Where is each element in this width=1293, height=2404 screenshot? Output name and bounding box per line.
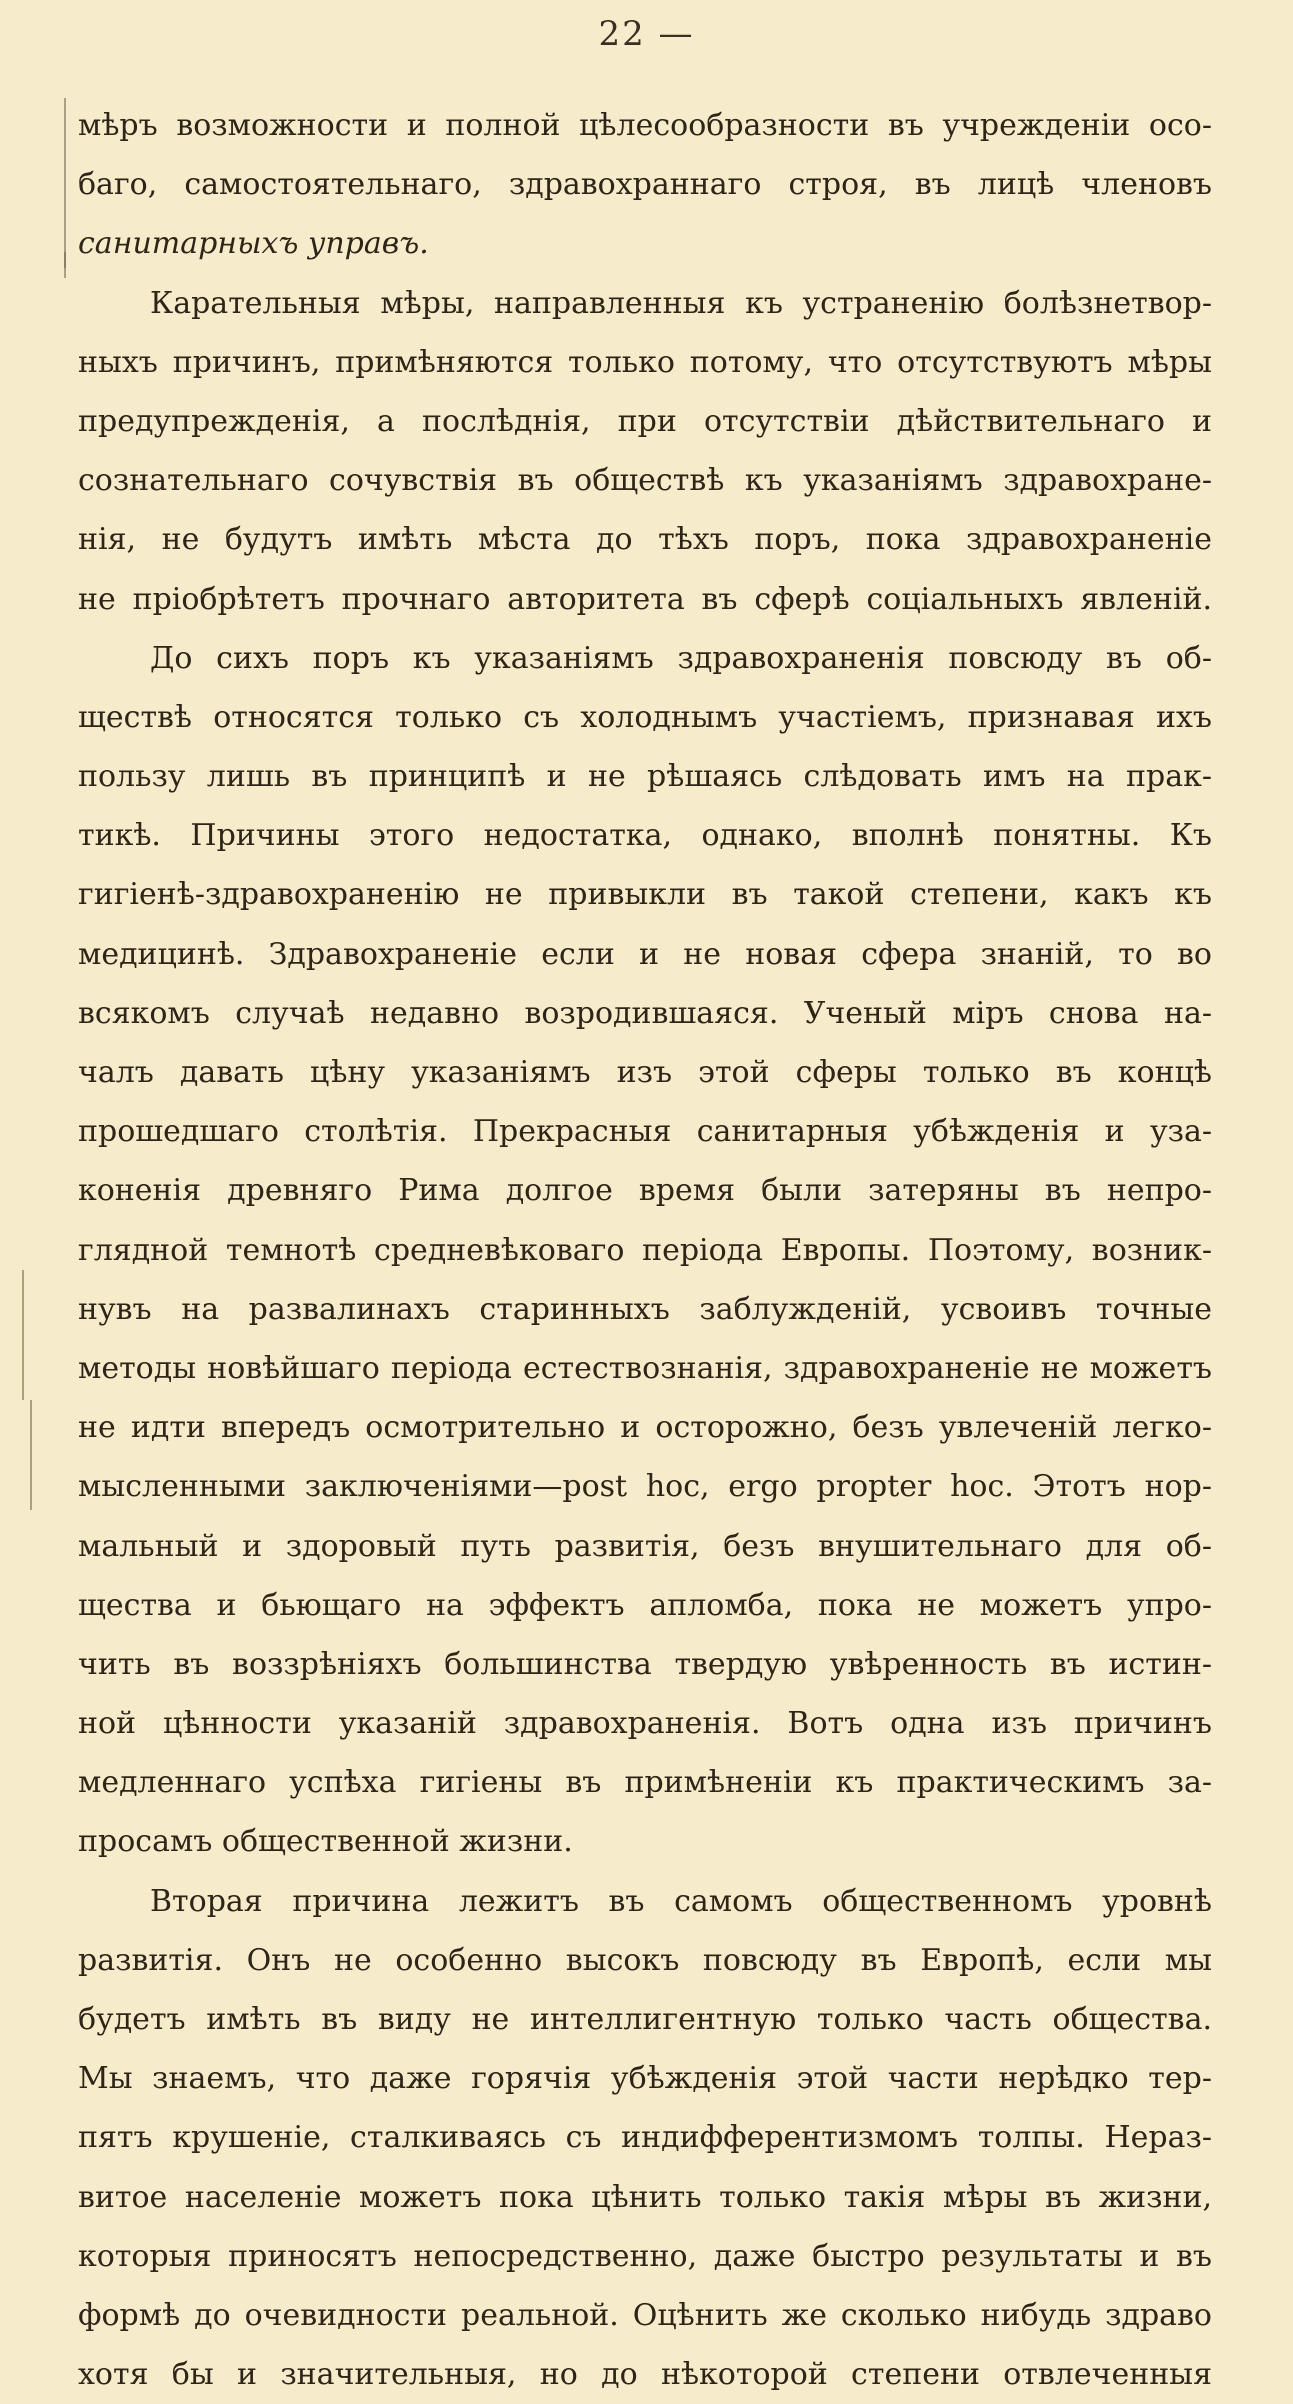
text-line: Мы знаемъ, что даже горячія убѣжденія этой части нерѣдко тер-: [78, 2061, 1212, 2097]
text-line: прошедшаго столѣтія. Прекрасныя санитарныя убѣжденія и уза-: [78, 1114, 1212, 1150]
text-line: ныхъ причинъ, примѣняются только потому, что отсутствуютъ мѣры: [78, 344, 1212, 380]
margin-pencil-mark: [64, 252, 66, 278]
text-line: ществѣ относятся только съ холоднымъ участіемъ, признавая ихъ: [78, 699, 1212, 735]
text-line: витое населеніе можетъ пока цѣнить только такія мѣры въ жизни,: [78, 2179, 1212, 2215]
text-line: просамъ общественной жизни.: [78, 1824, 573, 1860]
text-line: санитарныхъ управъ.: [78, 226, 429, 262]
body-text: [78, 96, 1212, 2404]
text-line: будетъ имѣть въ виду не интеллигентную только часть общества.: [78, 2002, 1212, 2037]
text-line: ной цѣнности указаній здравохраненія. Вотъ одна изъ причинъ: [78, 1706, 1212, 1742]
text-line: нія, не будутъ имѣть мѣста до тѣхъ поръ, пока здравохраненіе: [78, 522, 1212, 558]
text-line: гигіенѣ-здравохраненію не привыкли въ такой степени, какъ къ: [78, 877, 1212, 913]
text-line: пятъ крушеніе, сталкиваясь съ индифферентизмомъ толпы. Нераз-: [78, 2120, 1212, 2156]
text-line: всякомъ случаѣ недавно возродившаяся. Ученый міръ снова на-: [78, 995, 1212, 1031]
paragraph-start-line: До сихъ поръ къ указаніямъ здравохраненія повсюду въ об-: [150, 640, 1212, 676]
text-line: глядной темнотѣ средневѣковаго періода Европы. Поэтому, возник-: [78, 1232, 1212, 1268]
text-line: формѣ до очевидности реальной. Оцѣнить же сколько нибудь здраво: [78, 2297, 1212, 2333]
page-number: 22 —: [598, 14, 695, 54]
text-line: тикѣ. Причины этого недостатка, однако, вполнѣ понятны. Къ: [78, 818, 1212, 854]
text-line: чить въ воззрѣніяхъ большинства твердую увѣренность въ истин-: [78, 1646, 1212, 1682]
text-line: баго, самостоятельнаго, здравохраннаго строя, въ лицѣ членовъ: [78, 167, 1212, 203]
text-line: мальный и здоровый путь развитія, безъ внушительнаго для об-: [78, 1528, 1212, 1564]
text-line: сознательнаго сочувствія въ обществѣ къ указаніямъ здравохране-: [78, 463, 1212, 499]
margin-pencil-mark: [22, 1270, 24, 1400]
text-line: чалъ давать цѣну указаніямъ изъ этой сферы только въ концѣ: [78, 1055, 1212, 1090]
margin-pencil-mark: [64, 98, 66, 268]
text-line: предупрежденія, а послѣднія, при отсутствіи дѣйствительнаго и: [78, 403, 1212, 439]
paragraph-start-line: Карательныя мѣры, направленныя къ устраненію болѣзнетвор-: [150, 285, 1212, 321]
margin-pencil-mark: [30, 1400, 32, 1510]
text-line: пользу лишь въ принципѣ и не рѣшаясь слѣдовать имъ на прак-: [78, 759, 1212, 795]
text-line: которыя приносятъ непосредственно, даже быстро результаты и въ: [78, 2238, 1212, 2274]
text-line: развитія. Онъ не особенно высокъ повсюду въ Европѣ, если мы: [78, 1942, 1212, 1978]
text-line: не пріобрѣтетъ прочнаго авторитета въ сферѣ соціальныхъ явленій.: [78, 581, 1212, 617]
text-line: щества и бьющаго на эффектъ апломба, пока не можетъ упро-: [78, 1587, 1212, 1623]
text-line: методы новѣйшаго періода естествознанія, здравохраненіе не можетъ: [78, 1350, 1212, 1386]
text-line: не идти впередъ осмотрительно и осторожно, безъ увлеченій легко-: [78, 1410, 1212, 1446]
text-line: мысленными заключеніями—post hoc, ergo propter hoc. Этотъ нор-: [78, 1469, 1212, 1505]
text-line: хотя бы и значительныя, но до нѣкоторой степени отвлеченныя: [78, 2357, 1212, 2393]
text-line: мѣръ возможности и полной цѣлесообразности въ учрежденіи осо-: [78, 108, 1212, 143]
paragraph-start-line: Вторая причина лежитъ въ самомъ общественномъ уровнѣ: [150, 1883, 1212, 1919]
text-line: медленнаго успѣха гигіены въ примѣненіи къ практическимъ за-: [78, 1765, 1212, 1801]
text-line: коненія древняго Рима долгое время были затеряны въ непро-: [78, 1173, 1212, 1209]
text-line: нувъ на развалинахъ старинныхъ заблужденій, усвоивъ точные: [78, 1291, 1212, 1327]
text-line: медицинѣ. Здравохраненіе если и не новая сфера знаній, то во: [78, 936, 1212, 972]
